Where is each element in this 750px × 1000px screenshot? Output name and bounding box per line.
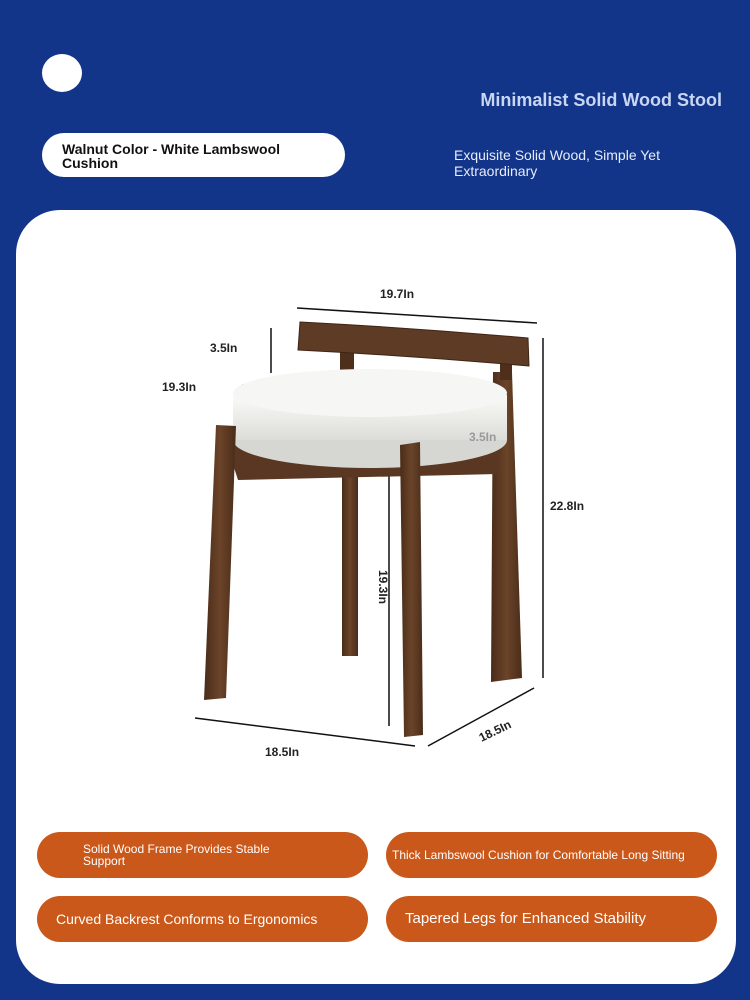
feature-text: Curved Backrest Conforms to Ergonomics [56,911,318,927]
dim-back-height: 3.5In [210,341,238,355]
dim-base-depth: 18.5In [476,717,514,745]
dim-seat-height: 19.3In [376,569,391,605]
tagline: Exquisite Solid Wood, Simple Yet Extraordinary [454,147,660,179]
back-leg-left [342,470,358,656]
front-leg-right [400,442,423,737]
variant-pill[interactable]: Walnut Color - White Lambswool Cushion [42,133,345,177]
feature-pill [386,832,717,878]
front-leg-left [204,425,236,700]
dim-total-height: 22.8In [550,499,585,513]
feature-pill [37,832,368,878]
feature-text: Tapered Legs for Enhanced Stability [405,910,646,927]
dim-top-width: 19.7In [380,287,415,301]
dim-base-width: 18.5In [265,745,300,759]
feature-pill [386,896,717,942]
dim-seat-diameter: 19.3In [162,380,197,394]
feature-text: Thick Lambswool Cushion for Comfortable Long Sitting [392,848,685,862]
feature-text: Solid Wood Frame Provides Stable Support [83,842,270,868]
feature-pill [37,896,368,942]
cushion-top [233,369,507,417]
backrest [298,322,529,366]
dim-cushion-thickness: 3.5In [469,430,497,444]
product-title: Minimalist Solid Wood Stool [480,90,722,110]
